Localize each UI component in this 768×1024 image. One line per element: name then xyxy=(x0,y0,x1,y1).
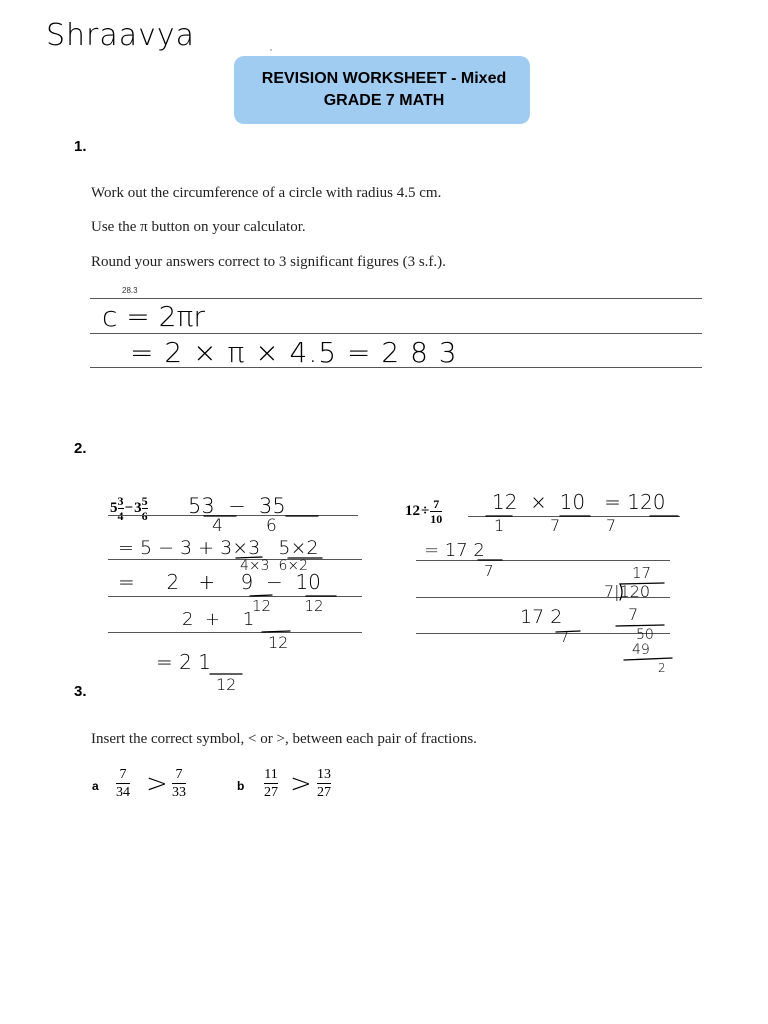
q2-left-work-4: 4×3 6×2 xyxy=(240,558,308,574)
q2-right-work-5: 17 xyxy=(632,564,652,582)
q2-left-den-2: 6 xyxy=(141,509,148,523)
q2-left-num-2: 5 xyxy=(141,494,148,508)
q1-answer-label: 28.3 xyxy=(122,286,138,295)
q3-a-right-num: 7 xyxy=(175,767,183,782)
q2-right-work-3: = 17 2 xyxy=(424,540,485,561)
q2-right-work-4: 7 xyxy=(484,562,494,580)
q2-right-work-8: 7 xyxy=(560,630,569,646)
title-line-1: REVISION WORKSHEET - Mixed xyxy=(261,70,507,87)
student-name: Shraavya xyxy=(46,18,196,53)
q2-right-work-12: 2 xyxy=(658,661,666,675)
q2-right-den: 10 xyxy=(430,512,443,526)
question-1-number: 1. xyxy=(74,138,87,155)
q2-right-work-6: 7|120 xyxy=(604,582,651,601)
q2-right-whole: 12 xyxy=(405,503,420,519)
question-3-number: 3. xyxy=(74,683,87,700)
q2-left-work-2: 4 6 xyxy=(212,516,277,536)
title-line-2: GRADE 7 MATH xyxy=(323,92,445,109)
q2-left-stroke-7 xyxy=(262,631,290,632)
q3-a-right-den: 33 xyxy=(172,785,186,800)
q3-b-symbol: > xyxy=(290,769,312,799)
q3-b-left-num: 11 xyxy=(264,767,278,782)
q2-right-work-10: 50 xyxy=(636,627,654,643)
q1-line-3: Round your answers correct to 3 significant figures (3 s.f.). xyxy=(91,254,446,270)
q2-left-work-10: 12 xyxy=(216,675,237,694)
q2-right-work-9: 7 xyxy=(628,605,639,624)
q2-left-stroke-3 xyxy=(236,557,262,558)
q3-a-symbol: > xyxy=(146,769,168,799)
question-2-number: 2. xyxy=(74,440,87,457)
q2-right-work-1: 12 × 10 = 120 xyxy=(492,490,666,514)
q1-work-1: c = 2πr xyxy=(102,300,205,333)
q2-left-work-1: 53 − 35 xyxy=(188,494,286,518)
q2-right-stroke-7 xyxy=(624,658,672,660)
q2-right-division-bracket xyxy=(620,583,664,600)
q2-left-whole-2: 3 xyxy=(134,500,142,516)
q3-part-b-label: b xyxy=(237,779,245,793)
q2-left-work-8: 12 xyxy=(268,633,289,652)
q2-left-num-1: 3 xyxy=(117,494,124,508)
q2-left-work-6: 12 12 xyxy=(252,597,324,615)
q2-left-work-9: = 2 1 xyxy=(156,650,211,674)
q2-left-operator: − xyxy=(124,500,134,516)
q3-a-left-den: 34 xyxy=(116,785,130,800)
q1-line-2: Use the π button on your calculator. xyxy=(91,219,306,235)
q2-right-work-11: 49 xyxy=(632,642,650,658)
q2-right-work-7: 17 2 xyxy=(520,606,563,628)
q3-b-right-den: 27 xyxy=(317,785,331,800)
q2-left-stroke-5 xyxy=(250,595,272,596)
q2-left-whole-1: 5 xyxy=(110,500,118,516)
q2-right-num: 7 xyxy=(433,497,440,511)
q2-right-stroke-6 xyxy=(616,625,664,626)
q3-part-a-label: a xyxy=(92,779,99,793)
q2-left-work-7: 2 + 1 xyxy=(182,609,255,630)
q2-right-work-2: 1 7 7 xyxy=(494,516,617,535)
q2-right-stroke-5 xyxy=(556,631,580,632)
q1-line-1: Work out the circumference of a circle with radius 4.5 cm. xyxy=(91,185,442,201)
q2-left-work-5: = 2 + 9 − 10 xyxy=(118,570,321,594)
q2-left-work-3: = 5 − 3 + 3×3 5×2 xyxy=(118,537,319,559)
q3-b-left-den: 27 xyxy=(264,785,278,800)
q1-work-2: = 2 × π × 4.5 = 2 8 3 xyxy=(130,336,458,369)
q3-instruction: Insert the correct symbol, < or >, between each pair of fractions. xyxy=(91,731,477,747)
q3-b-right-num: 13 xyxy=(317,767,331,782)
q3-a-left-num: 7 xyxy=(119,767,127,782)
q2-right-operator: ÷ xyxy=(421,503,430,519)
q2-left-den-1: 4 xyxy=(117,509,124,523)
